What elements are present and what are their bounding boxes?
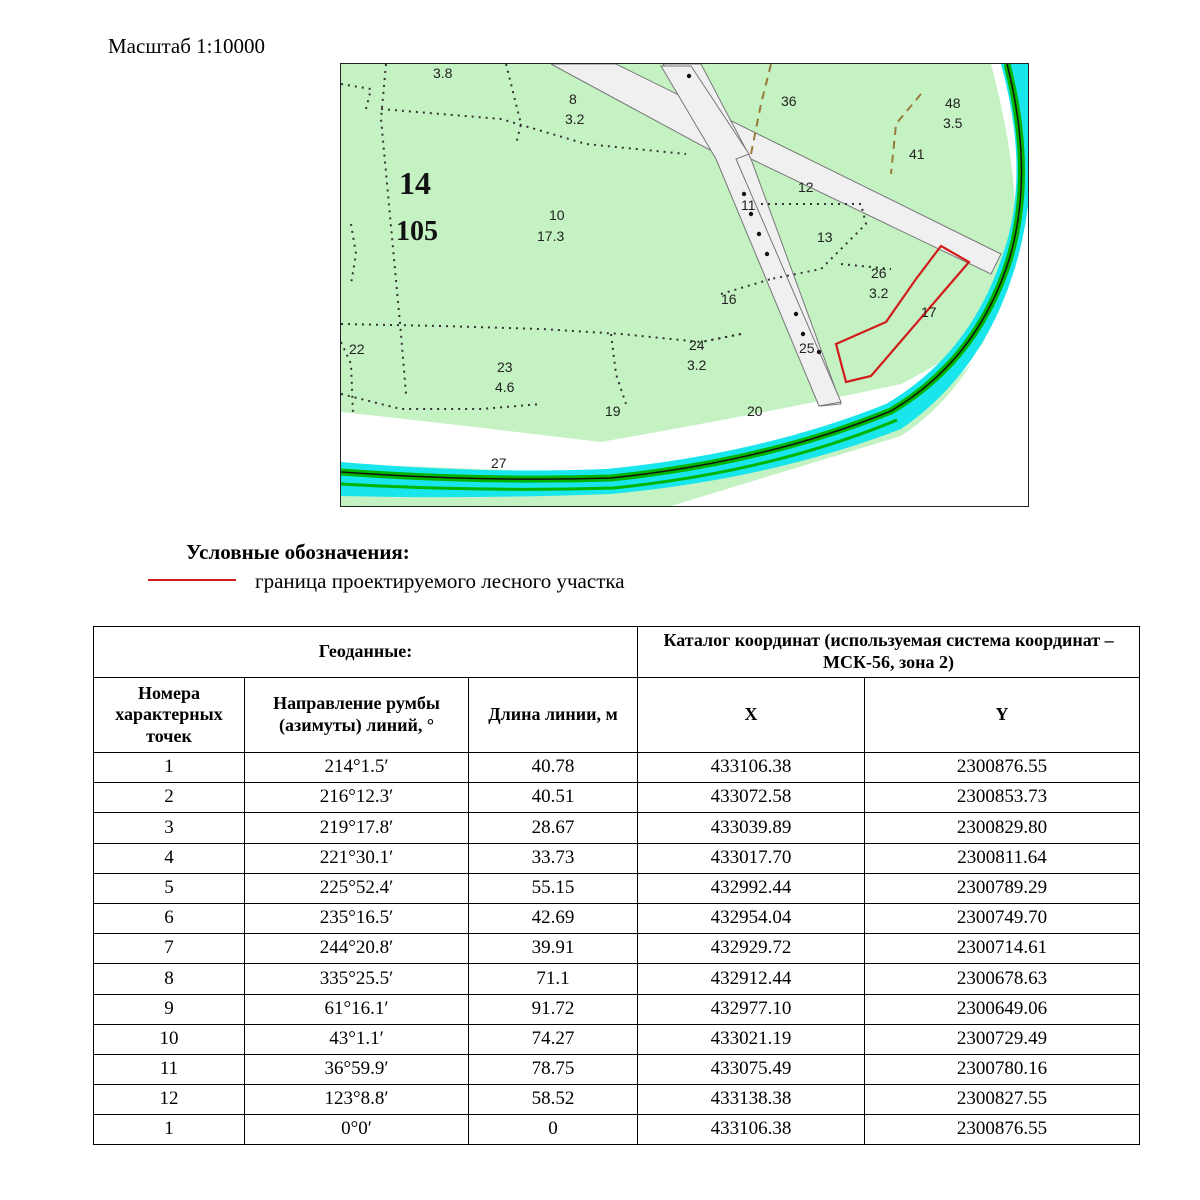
- cell-point: 7: [94, 934, 245, 964]
- cell-x: 432954.04: [638, 903, 865, 933]
- map-label: 27: [491, 455, 507, 471]
- cell-point: 9: [94, 994, 245, 1024]
- map-label: 22: [349, 341, 365, 357]
- cell-direction: 235°16.5′: [245, 903, 469, 933]
- cell-direction: 216°12.3′: [245, 783, 469, 813]
- cell-length: 40.78: [469, 753, 638, 783]
- cell-length: 55.15: [469, 873, 638, 903]
- map-label: 13: [817, 229, 833, 245]
- cell-point: 2: [94, 783, 245, 813]
- map-label: 36: [781, 93, 797, 109]
- cell-x: 432929.72: [638, 934, 865, 964]
- table-row: [94, 873, 1140, 903]
- cell-x: 433039.89: [638, 813, 865, 843]
- cell-x: 433017.70: [638, 843, 865, 873]
- cell-x: 433072.58: [638, 783, 865, 813]
- table-row: [94, 903, 1140, 933]
- cell-point: 1: [94, 753, 245, 783]
- cell-x: 433138.38: [638, 1085, 865, 1115]
- col-x: X: [638, 678, 865, 753]
- map-label: 20: [747, 403, 763, 419]
- map-label: 48: [945, 95, 961, 111]
- legend-title: Условные обозначения:: [186, 540, 410, 564]
- cell-point: 6: [94, 903, 245, 933]
- cell-length: 42.69: [469, 903, 638, 933]
- cell-length: 71.1: [469, 964, 638, 994]
- cell-length: 39.91: [469, 934, 638, 964]
- map-label: 25: [799, 340, 815, 356]
- cell-y: 2300876.55: [865, 1115, 1140, 1145]
- cell-length: 74.27: [469, 1024, 638, 1054]
- cell-length: 58.52: [469, 1085, 638, 1115]
- cell-direction: 61°16.1′: [245, 994, 469, 1024]
- cell-x: 433106.38: [638, 753, 865, 783]
- map-label: 3.2: [869, 285, 889, 301]
- legend-boundary-line: [148, 579, 236, 581]
- cell-y: 2300789.29: [865, 873, 1140, 903]
- cell-x: 433106.38: [638, 1115, 865, 1145]
- table-row: [94, 753, 1140, 783]
- cell-y: 2300876.55: [865, 753, 1140, 783]
- cell-y: 2300714.61: [865, 934, 1140, 964]
- cell-y: 2300649.06: [865, 994, 1140, 1024]
- map-label: 26: [871, 265, 887, 281]
- table-row: [94, 783, 1140, 813]
- cell-point: 8: [94, 964, 245, 994]
- table-row: [94, 1024, 1140, 1054]
- cell-direction: 219°17.8′: [245, 813, 469, 843]
- compartment-number: 14: [399, 165, 431, 201]
- cell-direction: 244°20.8′: [245, 934, 469, 964]
- forest-plan-map: [340, 63, 1029, 507]
- table-row: [94, 1115, 1140, 1145]
- cell-direction: 36°59.9′: [245, 1054, 469, 1084]
- cell-x: 432992.44: [638, 873, 865, 903]
- cell-length: 91.72: [469, 994, 638, 1024]
- col-length: Длина линии, м: [469, 678, 638, 753]
- map-label: 8: [569, 91, 577, 107]
- geodata-header: Геоданные:: [94, 627, 638, 678]
- table-row: [94, 813, 1140, 843]
- map-label: 10: [549, 207, 565, 223]
- cell-direction: 214°1.5′: [245, 753, 469, 783]
- map-label: 17: [921, 304, 937, 320]
- table-row: [94, 1054, 1140, 1084]
- cell-length: 40.51: [469, 783, 638, 813]
- cell-direction: 221°30.1′: [245, 843, 469, 873]
- col-point: Номера характерных точек: [94, 678, 245, 753]
- cell-y: 2300829.80: [865, 813, 1140, 843]
- cell-y: 2300811.64: [865, 843, 1140, 873]
- cell-length: 0: [469, 1115, 638, 1145]
- map-label: 24: [689, 337, 705, 353]
- catalog-header: Каталог координат (используемая система координат – МСК-56, зона 2): [638, 627, 1140, 678]
- cell-y: 2300729.49: [865, 1024, 1140, 1054]
- cell-point: 1: [94, 1115, 245, 1145]
- map-label: 12: [798, 179, 814, 195]
- cell-x: 433021.19: [638, 1024, 865, 1054]
- map-label: 16: [721, 291, 737, 307]
- map-label: 3.5: [943, 115, 963, 131]
- cell-direction: 225°52.4′: [245, 873, 469, 903]
- cell-y: 2300678.63: [865, 964, 1140, 994]
- cell-length: 28.67: [469, 813, 638, 843]
- table-row: [94, 1085, 1140, 1115]
- cell-direction: 123°8.8′: [245, 1085, 469, 1115]
- table-row: [94, 964, 1140, 994]
- map-label: 17.3: [537, 228, 565, 244]
- cell-point: 4: [94, 843, 245, 873]
- cell-point: 5: [94, 873, 245, 903]
- cell-length: 78.75: [469, 1054, 638, 1084]
- col-y: Y: [865, 678, 1140, 753]
- cell-y: 2300749.70: [865, 903, 1140, 933]
- map-label: 3.2: [687, 357, 707, 373]
- cell-y: 2300853.73: [865, 783, 1140, 813]
- cell-length: 33.73: [469, 843, 638, 873]
- cell-x: 433075.49: [638, 1054, 865, 1084]
- col-direction: Направление румбы (азимуты) линий, °: [245, 678, 469, 753]
- table-row: [94, 994, 1140, 1024]
- cell-y: 2300827.55: [865, 1085, 1140, 1115]
- map-label: 4.6: [495, 379, 515, 395]
- map-label: 19: [605, 403, 621, 419]
- map-label: 3.2: [565, 111, 585, 127]
- map-label: 11: [741, 197, 756, 213]
- cell-direction: 335°25.5′: [245, 964, 469, 994]
- cell-point: 12: [94, 1085, 245, 1115]
- map-label: 3.8: [433, 65, 453, 81]
- legend-boundary-label: граница проектируемого лесного участка: [255, 569, 625, 593]
- map-label: 41: [909, 146, 925, 162]
- cell-point: 3: [94, 813, 245, 843]
- cell-y: 2300780.16: [865, 1054, 1140, 1084]
- cell-x: 432977.10: [638, 994, 865, 1024]
- cell-x: 432912.44: [638, 964, 865, 994]
- compartment-area: 105: [396, 216, 438, 247]
- map-scale-label: Масштаб 1:10000: [108, 34, 266, 58]
- cell-direction: 43°1.1′: [245, 1024, 469, 1054]
- coordinates-table: [93, 626, 1140, 1145]
- cell-point: 11: [94, 1054, 245, 1084]
- table-row: [94, 934, 1140, 964]
- map-label: 23: [497, 359, 513, 375]
- cell-point: 10: [94, 1024, 245, 1054]
- table-row: [94, 843, 1140, 873]
- cell-direction: 0°0′: [245, 1115, 469, 1145]
